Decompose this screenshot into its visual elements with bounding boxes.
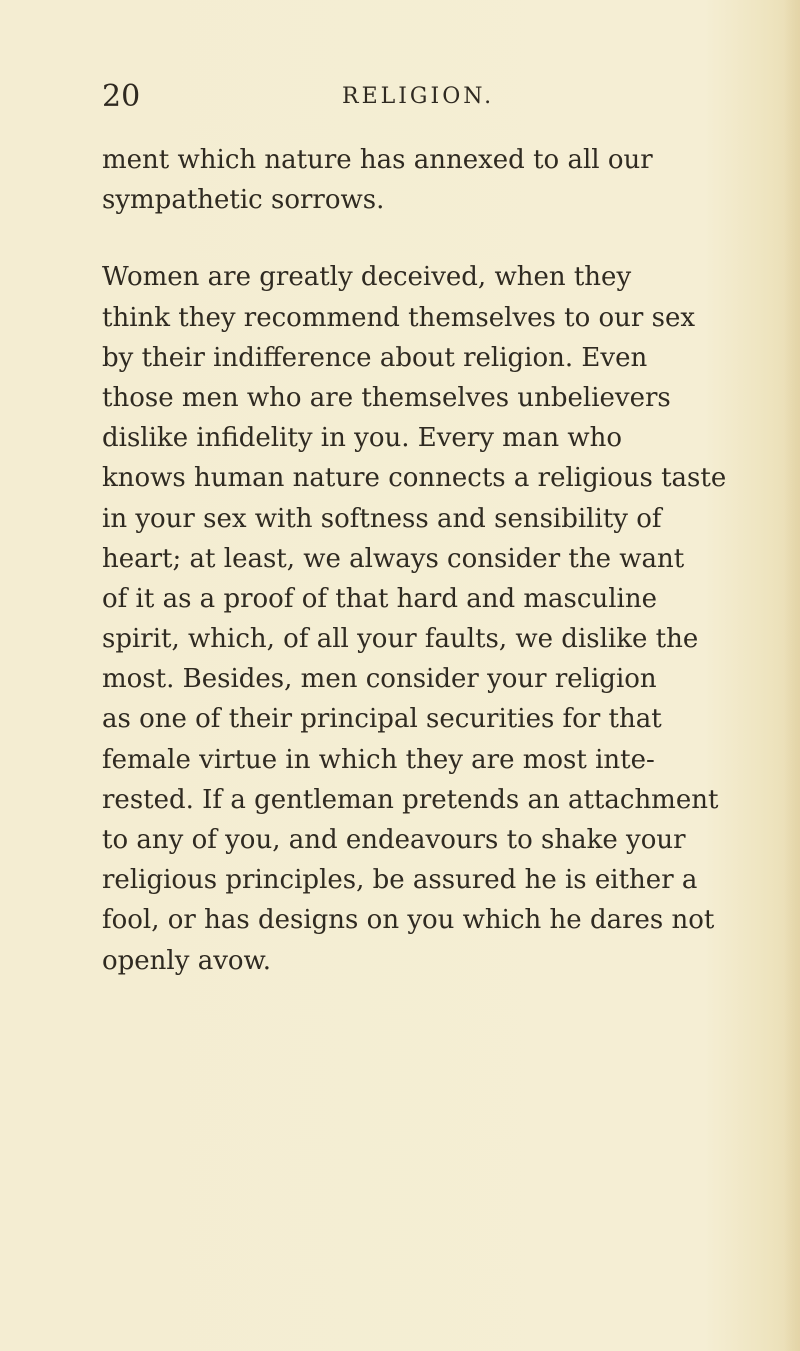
text-line: spirit, which, of all your faults, we dislike the: [102, 624, 699, 655]
text-line: female virtue in which they are most inte-: [102, 744, 655, 775]
text-line: by their indifference about religion. Even: [102, 342, 648, 373]
text-line: openly avow.: [102, 945, 271, 976]
text-line: in your sex with softness and sensibility of: [102, 503, 662, 534]
text-line: of it as a proof of that hard and masculine: [102, 583, 657, 614]
text-line: Women are greatly deceived, when they: [102, 262, 632, 293]
text-line: think they recommend themselves to our sex: [102, 302, 695, 333]
page-header: [102, 80, 742, 114]
paragraph-spacer: [102, 220, 742, 257]
text-line: religious principles, be assured he is either a: [102, 865, 698, 896]
paragraph-2: [102, 257, 742, 980]
text-line: heart; at least, we always consider the want: [102, 543, 685, 574]
text-line: most. Besides, men consider your religion: [102, 664, 657, 695]
body-text: [102, 140, 742, 981]
text-line: sympathetic sorrows.: [102, 185, 385, 216]
text-line: knows human nature connects a religious taste: [102, 463, 727, 494]
page-edge-shadow: [784, 0, 800, 1351]
paragraph-1: [102, 140, 742, 220]
text-line: rested. If a gentleman pretends an attachment: [102, 784, 719, 815]
running-head: RELIGION.: [342, 84, 495, 109]
text-line: ment which nature has annexed to all our: [102, 145, 653, 175]
text-line: those men who are themselves unbelievers: [102, 382, 671, 413]
text-line: as one of their principal securities for that: [102, 704, 662, 735]
text-line: fool, or has designs on you which he dares not: [102, 905, 715, 936]
page-number: 20: [102, 79, 141, 114]
text-line: dislike infidelity in you. Every man who: [102, 423, 622, 454]
text-line: to any of you, and endeavours to shake your: [102, 825, 686, 855]
